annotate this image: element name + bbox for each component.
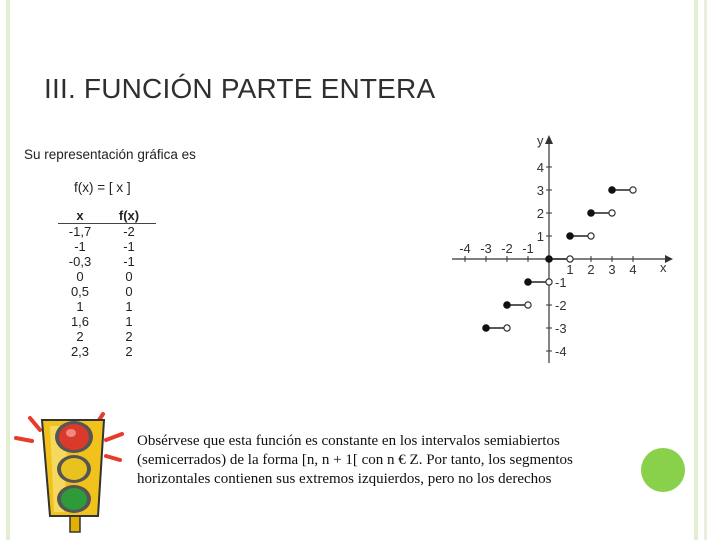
x-tick-label: -2 <box>501 241 513 256</box>
slide-frame-right-inner <box>704 0 707 540</box>
y-tick-label: -4 <box>555 344 567 359</box>
x-axis-label: x <box>660 260 667 275</box>
table-cell-fx: -1 <box>123 239 135 254</box>
step-open-point <box>525 302 531 308</box>
y-tick-label: 3 <box>536 183 544 198</box>
table-row <box>58 239 156 254</box>
floor-function-graph <box>440 128 680 373</box>
step-closed-point <box>504 302 511 309</box>
table-cell-x: -0,3 <box>68 254 92 269</box>
slide-frame-right <box>694 0 698 540</box>
y-tick-label: 1 <box>536 229 544 244</box>
table-cell-fx: 0 <box>125 284 133 299</box>
explanation-note <box>137 432 647 489</box>
y-tick-label: -3 <box>555 321 567 336</box>
step-open-point <box>504 325 510 331</box>
table-row <box>58 269 156 284</box>
x-tick-label: 1 <box>566 262 574 277</box>
table-header-fx: f(x) <box>102 208 156 224</box>
y-tick-label: -1 <box>555 275 567 290</box>
table-cell-x: 0,5 <box>70 284 90 299</box>
step-closed-point <box>546 256 553 263</box>
step-open-point <box>588 233 594 239</box>
table-header-x: x <box>58 208 102 224</box>
y-tick-label: -2 <box>555 298 567 313</box>
table-cell-x: 2,3 <box>70 344 90 359</box>
table-cell-fx: 2 <box>125 344 133 359</box>
table-row <box>58 299 156 314</box>
table-cell-x: 1 <box>76 299 84 314</box>
step-closed-point <box>483 325 490 332</box>
traffic-light-icon <box>10 408 130 533</box>
y-tick-label: 4 <box>536 160 544 175</box>
table-row <box>58 329 156 344</box>
table-cell-fx: 1 <box>125 299 133 314</box>
x-tick-label: 4 <box>629 262 637 277</box>
table-cell-fx: -2 <box>123 224 135 239</box>
x-tick-label: 2 <box>587 262 595 277</box>
slide-title: III. FUNCIÓN PARTE ENTERA <box>44 73 436 104</box>
step-open-point <box>609 210 615 216</box>
values-table <box>58 208 156 359</box>
step-open-point <box>546 279 552 285</box>
table-cell-x: 2 <box>76 329 84 344</box>
y-axis-label: y <box>537 133 544 148</box>
table-cell-x: 1,6 <box>70 314 90 329</box>
x-tick-label: -4 <box>459 241 471 256</box>
representation-caption: Su representación gráfica es <box>24 147 196 162</box>
x-tick-label: -3 <box>480 241 492 256</box>
step-closed-point <box>525 279 532 286</box>
function-formula: f(x) = [ x ] <box>74 180 131 195</box>
table-cell-x: -1 <box>74 239 86 254</box>
step-closed-point <box>588 210 595 217</box>
x-tick-label: 3 <box>608 262 616 277</box>
table-cell-fx: 0 <box>125 269 133 284</box>
table-row <box>58 314 156 329</box>
table-cell-x: -1,7 <box>68 224 92 239</box>
table-cell-fx: 2 <box>125 329 133 344</box>
decorative-green-dot <box>641 448 685 492</box>
table-row <box>58 254 156 269</box>
table-row <box>58 224 156 240</box>
table-cell-fx: 1 <box>125 314 133 329</box>
table-row <box>58 344 156 359</box>
step-open-point <box>567 256 573 262</box>
step-closed-point <box>567 233 574 240</box>
table-cell-fx: -1 <box>123 254 135 269</box>
x-tick-label: -1 <box>522 241 534 256</box>
y-axis-arrow <box>545 135 553 144</box>
table-row <box>58 284 156 299</box>
y-tick-label: 2 <box>536 206 544 221</box>
step-closed-point <box>609 187 616 194</box>
step-open-point <box>630 187 636 193</box>
explanation-text: Obsérvese que esta función es constante en los intervalos semiabiertos (semicerrados) de la forma [n, n + 1[ con n € Z. Por tanto, los segmentos horizontales contienen sus extremos izquierdos, pero no los derechos <box>137 433 573 487</box>
table-cell-x: 0 <box>76 269 84 284</box>
